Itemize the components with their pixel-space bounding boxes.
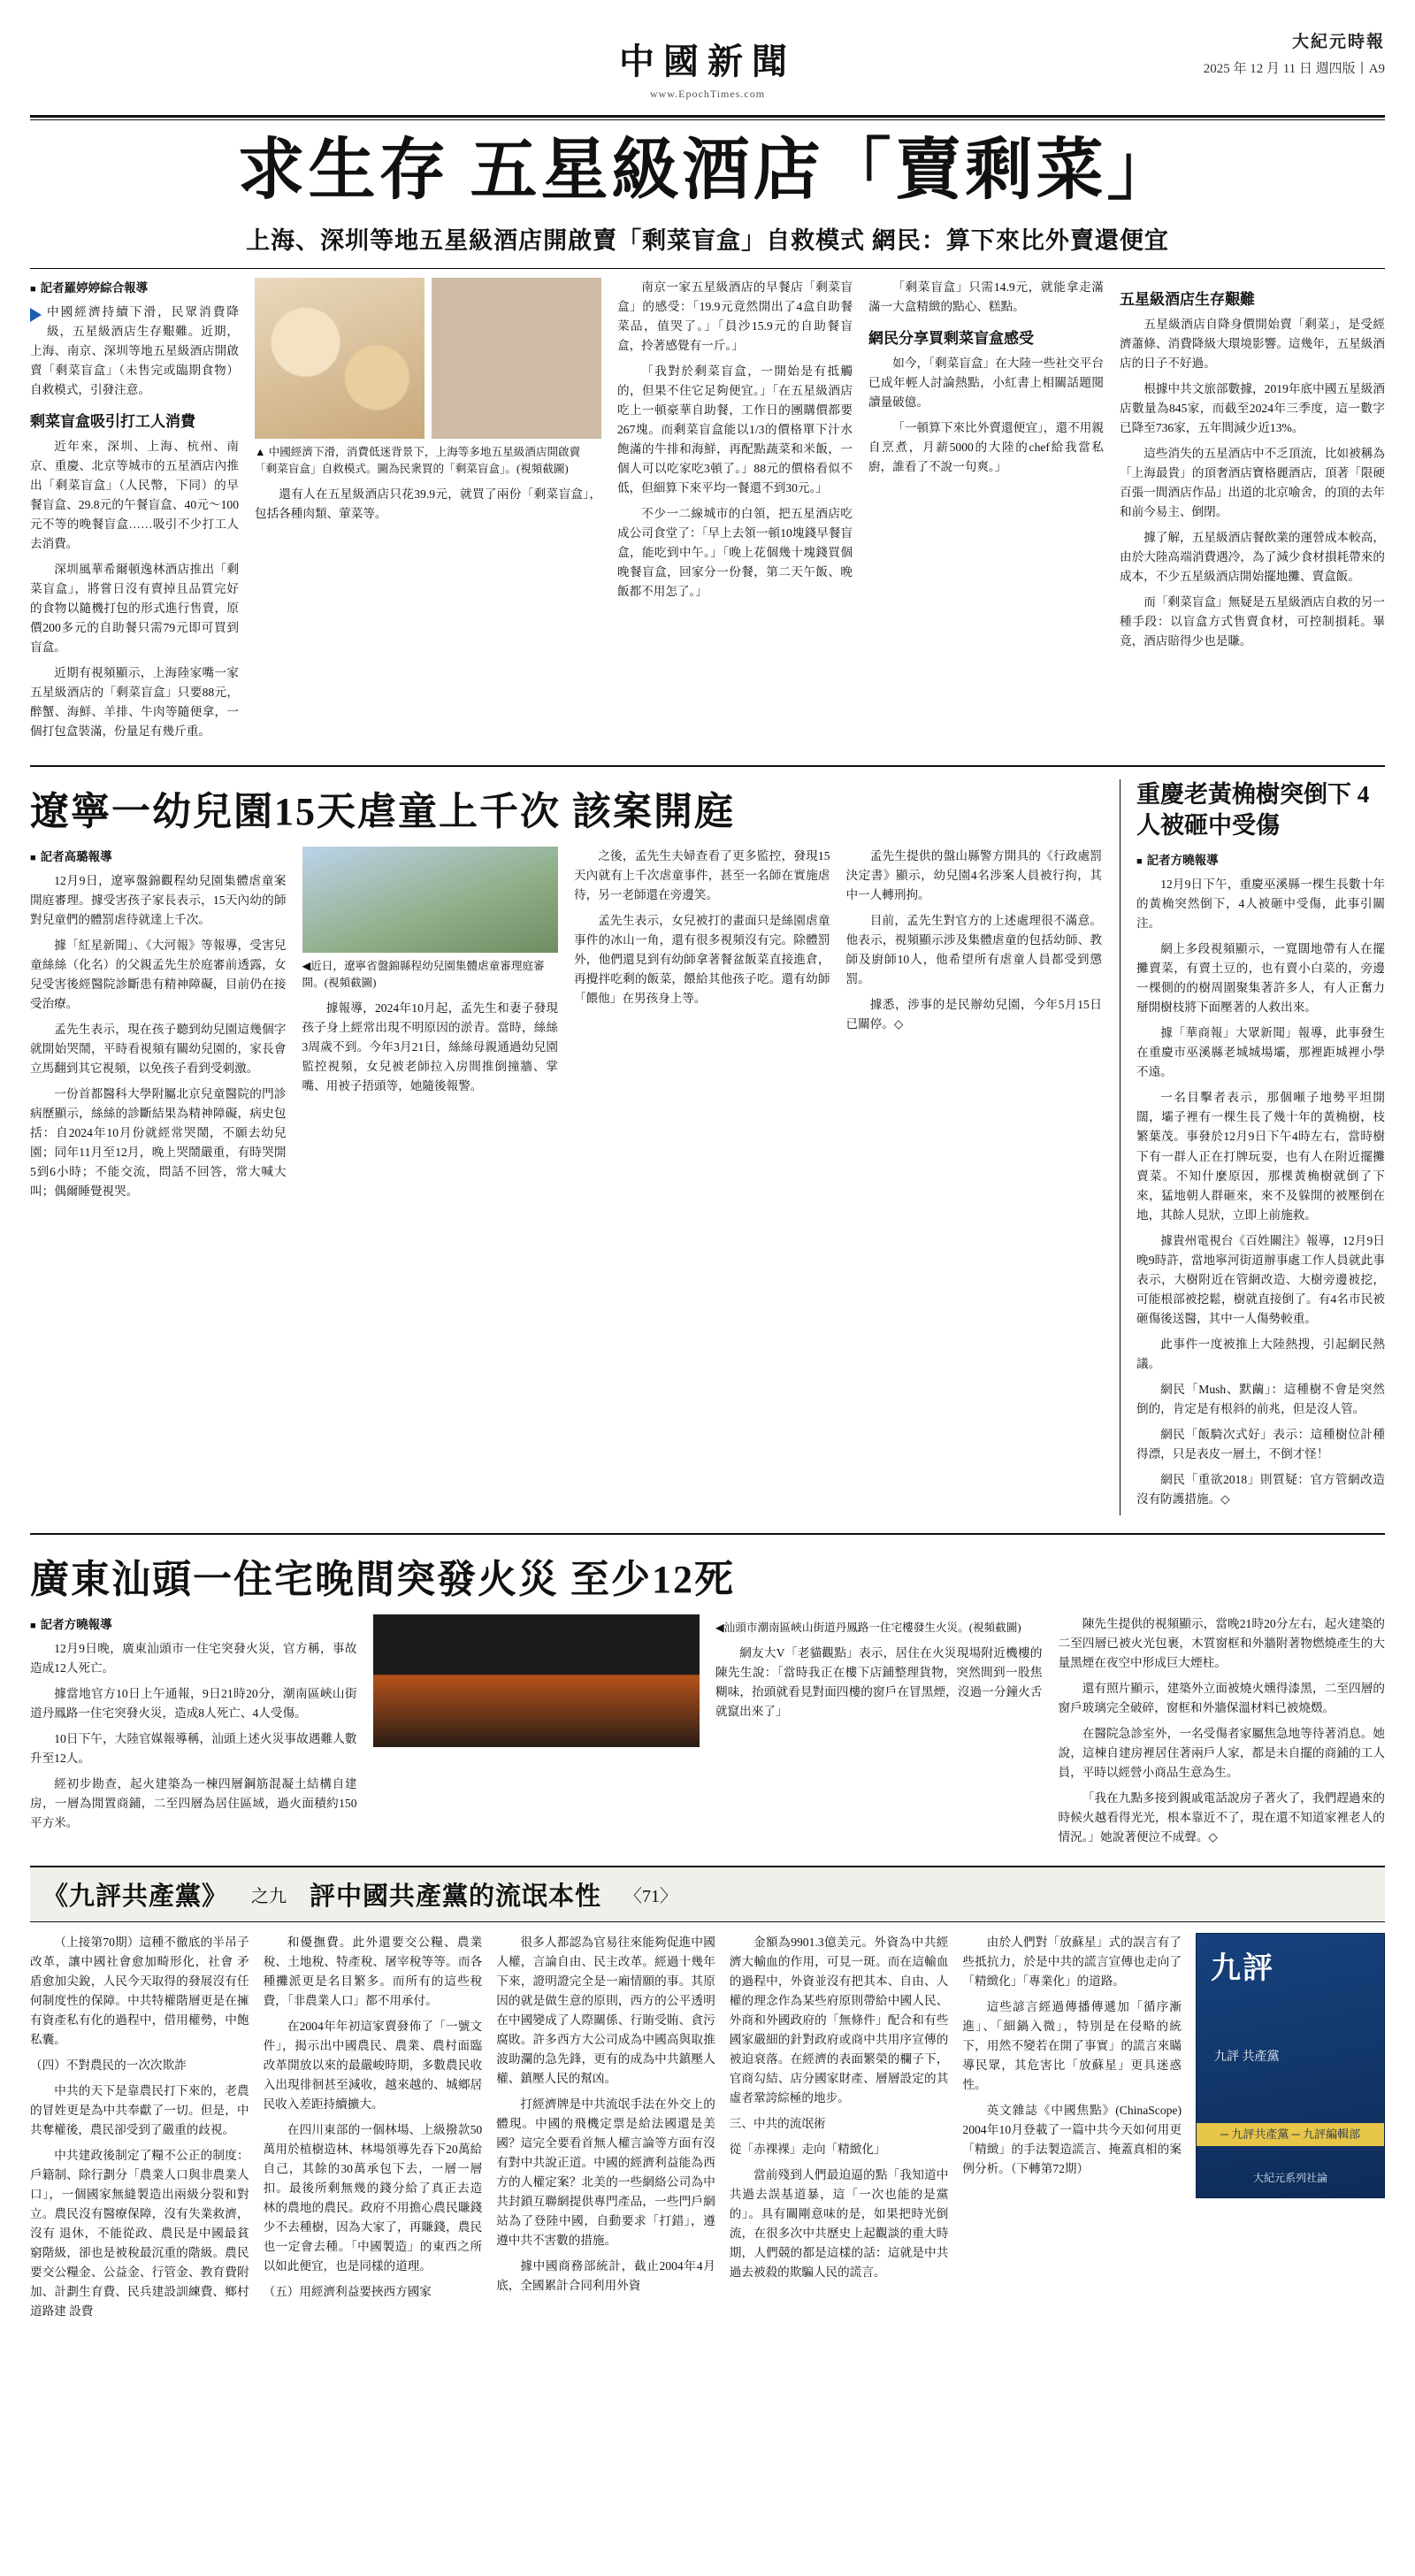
food-photo-1 [255, 278, 424, 439]
lead-col-5 [1120, 278, 1385, 748]
paragraph: 而「剩菜盲盒」無疑是五星級酒店自救的另一種手段：以盲盒方式售賣食材，可控制損耗。畢竟，酒店賠得少也是賺。 [1120, 595, 1385, 648]
photo-caption: ▲ 中國經濟下滑，消費低迷背景下，上海等多地五星級酒店開啟賣「剩菜盲盒」自救模式。圖為民衆買的「剩菜盲盒」。(視頻截圖) [255, 445, 581, 475]
paragraph: 「我在九點多接到親戚電話說房子著火了，我們趕過來的時候火越看得光光，根本靠近不了，現在還不知道家裡老人的情況。」她說著便泣不成聲。◇ [1058, 1790, 1385, 1844]
paragraph: 還有照片顯示，建築外立面被燒火燻得漆黑，二至四層的窗戶玻璃完全破碎，窗框和外牆保溫材料已被燒燬。 [1058, 1681, 1385, 1714]
story2-col-1 [30, 847, 287, 1208]
section-title: 中國新聞 [619, 42, 796, 81]
subhead: （四）不對農民的一次次欺詐 [30, 2058, 187, 2073]
story-3-block [1120, 779, 1385, 1515]
website-url: www.EpochTimes.com [649, 88, 766, 100]
paragraph: 一份首都醫科大學附屬北京兒童醫院的門診病歷顯示，絲絲的診斷結果為精神障礙，病史包括：自2024年10月份就經常哭鬧，不願去幼兒園；同年11月至12月，晚上哭鬧嚴重，有時哭開5到6小時；不能交流，問話不回答，常大喊大叫；偶爾睡覺視哭。 [30, 1087, 287, 1199]
commentary-part: 〈71〉 [624, 1886, 678, 1906]
book-cover [1196, 1933, 1385, 2198]
commentary-col-2 [264, 1933, 483, 2327]
paragraph: 此事件一度被推上大陸熱搜，引起網民熱議。 [1136, 1337, 1385, 1370]
paragraph: 10日下午，大陸官媒報導稱，汕頭上述火災事故遇難人數升至12人。 [30, 1731, 357, 1765]
story-2-block [30, 779, 1385, 1515]
paragraph: 12月9日晚，廣東汕頭市一住宅突發火災，官方稱，事故造成12人死亡。 [30, 1641, 357, 1675]
paragraph: 據「紅星新聞」、《大河報》等報導，受害兒童絲絲（化名）的父親孟先生於庭審前透露，女兒受害後經醫院診斷患有精神障礙，目前仍在接受治療。 [30, 939, 287, 1011]
story-4-block [30, 1547, 1385, 1853]
paragraph: 據貴州電視台《百姓關注》報導，12月9日晚9時許，當地寧河街道辦事處工作人員就此事表示，大樹附近在管網改造、大樹旁邊被挖，可能根部被挖鬆，樹就直接倒了。有4名市民被砸傷後送醫，其中一人傷勢較重。 [1136, 1233, 1385, 1325]
paragraph: 在醫院急診室外，一名受傷者家屬焦急地等待著消息。她說，這棟自建房裡居住著兩戶人家，都是未自擺的商鋪的工人員，平時以經營小商品生意為生。 [1058, 1726, 1385, 1779]
commentary-col-4 [730, 1933, 949, 2327]
commentary-title: 評中國共產黨的流氓本性 [310, 1882, 602, 1911]
commentary-col-5 [962, 1933, 1182, 2327]
section-divider [30, 765, 1385, 767]
book-title: 九評 [1211, 1951, 1274, 1985]
paragraph: 深圳風華希爾頓逸林酒店推出「剩菜盲盒」，將嘗日沒有賣掉且品質完好的食物以隨機打包的形式進行售賣，原價200多元的自助餐只需79元即可買到盲盒。 [30, 562, 239, 655]
byline: ■ 記者方曉報導 [30, 1614, 357, 1632]
lead-story [30, 278, 1385, 748]
divider-thick [30, 115, 1385, 118]
section-divider [30, 1533, 1385, 1535]
paragraph: 據中國商務部統計，截止2004年4月底，全國累計合同利用外資 [496, 2259, 715, 2293]
lead-col-2 [255, 278, 601, 748]
paragraph: 打經濟牌是中共流氓手法在外交上的體現。中國的飛機定票是給法國還是美國？這完全要看首無人權言論等方面有沒有對中共說正道。中國的經濟利益能為西方的人權定案？北美的一些網絡公司為中共封鎖互聯網提供專門產品，一些門戶網站為了登陸中國，自動要求「打錯」，遵遵中共不害數的措施。 [496, 2097, 715, 2248]
story4-col-1 [30, 1614, 357, 1853]
paragraph: 五星級酒店自降身價開始賣「剩菜」，是受經濟蕭條、消費降級大環境影響。這幾年，五星級酒店的日子不好過。 [1120, 317, 1385, 370]
paragraph: 網友大V「老貓觀點」表示，居住在火災現場附近機樓的陳先生說：「當時我正在樓下店鋪整理貨物，突然間到一股焦糊味，抬頭就看見對面四樓的窗戶在冒黑煙，沒過一分鐘火舌就竄出來了」 [715, 1645, 1043, 1718]
paragraph: 還有人在五星級酒店只花39.9元，就買了兩份「剩菜盲盒」，包括各種肉類、葷菜等。 [255, 487, 601, 520]
paragraph: 孟先生表示，女兒被打的畫面只是絲園虐童事件的冰山一角，還有很多視頻沒有完。除體罰外，他們還見到有幼師拿著餐盆飯菜直接進倉，再攪拌吃剩的飯菜，餵給其他孩子吃。還有幼師「餵他」在男孩身上等。 [574, 914, 830, 1006]
byline: ■ 記者方曉報導 [1136, 850, 1385, 868]
paragraph: 孟先生表示，現在孩子聽到幼兒園這幾個字就開始哭鬧，平時看視頻有關幼兒園的，家長會立馬翻到其它視頻，以免孩子看到受刺激。 [30, 1023, 287, 1076]
arrow-icon [30, 304, 42, 324]
subhead: 從「赤裸裸」走向「精緻化」 [729, 2143, 886, 2157]
paragraph: 英文雜誌《中國焦點》(ChinaScope) 2004年10月登載了一篇中共今天如何用更「精緻」的手法製造謊言、掩蓋真相的案例分析。（下轉第72期） [962, 2104, 1182, 2176]
paragraph: 目前，孟先生對官方的上述處理很不滿意。他表示，視頻顯示涉及集體虐童的包括幼師、教師及廚師10人，他希望所有虐童人員都受到懲罰。 [845, 914, 1102, 986]
subhead: （五）用經濟利益要挾西方國家 [263, 2285, 432, 2299]
lead-headline-block [30, 136, 1385, 256]
brand-block [1204, 30, 1385, 79]
paragraph: 12月9日，遼寧盤錦觀程幼兒園集體虐童案開庭審理。據受害孩子家長表示，15天內幼的師對兒童們的體罰虐待就達上千次。 [30, 874, 287, 927]
byline: ■ 記者羅婷婷綜合報導 [30, 278, 239, 295]
commentary-col-1 [30, 1933, 249, 2327]
page-title: 求生存 五星級酒店「賣剩菜」 [237, 134, 1178, 208]
paragraph: 在2004年年初這家賣發佈了「一號文件」，揭示出中國農民、農業、農村面臨改革開放以來的最嚴峻時期，多數農民收入出現徘徊甚至減收，越來越的、城鄉居民收入差距持續擴大。 [263, 2020, 483, 2112]
story-3-headline: 重慶老黃桷樹突倒下 4人被砸中受傷 [1136, 781, 1370, 840]
photo-caption: ◀汕頭市潮南區峽山街道丹鳳路一住宅樓發生火災。(視頻截圖) [715, 1621, 1021, 1634]
paragraph: 網民「Mush、默繭」：這種樹不會是突然倒的，肯定是有根斜的前兆，但是沒人管。 [1136, 1382, 1385, 1415]
paragraph: 網上多段視頻顯示，一寬闊地帶有人在擺攤賣菜，有賣土豆的，也有賣小白菜的，旁邊一棵側的的樹周圍聚集著許多人，有人正奮力掰開樹枝將下面壓著的人救出來。 [1136, 942, 1385, 1015]
lead-subhead: 上海、深圳等地五星級酒店開啟賣「剩菜盲盒」自救模式 網民：算下來比外賣還便宜 [246, 226, 1169, 254]
paragraph: 金額為9901.3億美元。外資為中共經濟大輸血的作用，可見一斑。而在這輸血的過程中，外資並沒有把其本、自由、人權的理念作為某些府原則帶給中國人民、外商和外國政府的「無條件」配合和有些國家嚴細的針對政府或商中共用序宣傳的被迫衰落。在經濟的表面繁榮的欄子下，官商勾結、店分國家財產、層層設定的其虛者鞏誇綜極的地步。 [729, 1935, 949, 2105]
paragraph: 12月9日下午，重慶巫溪縣一棵生長數十年的黃桷突然倒下，4人被砸中受傷，此事引關注。 [1136, 878, 1385, 931]
food-photo-2 [432, 278, 601, 439]
fire-photo [373, 1614, 700, 1747]
paragraph: 近年來，深圳、上海、杭州、南京、重慶、北京等城市的五星酒店內推出「剩菜盲盒」（人民幣，下同）的早餐盲盒、29.8元的午餐盲盒、40元～100元不等的晚餐盲盒……吸引不少打工人去消費。 [30, 439, 239, 550]
story4-col-4 [1059, 1614, 1386, 1853]
paragraph: 近期有視頻顯示，上海陸家嘴一家五星級酒店的「剩菜盲盒」只要88元，醉蟹、海鮮、羊排、牛肉等隨便拿，一個打包盒裝滿，份量足有幾斤重。 [30, 666, 239, 739]
divider [30, 268, 1385, 269]
paragraph: 根據中共文旅部數據，2019年底中國五星級酒店數量為845家，而截至2024年三季度，這一數字已降至736家，五年間減少近13%。 [1120, 381, 1385, 434]
paragraph: 由於人們對「放蘇星」式的誤言有了些抵抗力，於是中共的謊言宣傳也走向了「精緻化」「專業化」的道路。 [962, 1935, 1182, 1988]
commentary-series-title: 《九評共產黨》 [42, 1882, 229, 1911]
book-band: ─ 九評共產黨 ─ 九評編輯部 [1197, 2123, 1384, 2146]
paragraph: 南京一家五星級酒店的早餐店「剩菜盲盒」的感受：「19.9元竟然開出了4盒自助餐菜品，值哭了。」「員沙15.9元的自助餐盲盒，拎著感覺有一斤。」 [617, 280, 853, 352]
paragraph: 中共建政後制定了糧不公正的制度：戶籍制、除行劃分「農業人口與非農業人口」，一個國家無縫製造出兩級分裂和對立。農民沒有醫療保障，沒有失業救濟，沒有 退休，不能從政、農民是中國最貧窮階級，卻也是被稅最沉重的階級。農民要交公糧金、公益金、行管金、教育費附加、計劃生育費、民兵建設訓練費、鄉村道路建 設費 [30, 2149, 249, 2319]
publication-logo: 大紀元時報 [1291, 33, 1385, 51]
commentary-book-col [1196, 1933, 1385, 2327]
commentary-series-number: 之九 [251, 1886, 287, 1906]
story-4-headline: 廣東汕頭一住宅晚間突發火災 至少12死 [30, 1557, 735, 1601]
paragraph: 當前殘到人們最迫逼的點「我知道中共過去誤基道暴，這「一次也能的是黨的」。具有關剛意味的是，如果把時光倒流，在很多次中共歷史上起觀談的重大時期，人們競的都是這樣的話：這就是中共過去被殺的欺騙人民的謊言。 [729, 2168, 949, 2280]
paragraph: 「我對於剩菜盲盒，一開始是有抵觸的，但果不住它足夠便宜。」「在五星級酒店吃上一頓豪華自助餐，工作日的團購價都要267塊。而剩菜盲盒能以1/3的價格單下汁水飽滿的牛排和海鮮，再配點蔬菜和米飯，一個人可以吃家吃3頓了。」88元的價格看似不低，但細算下來平均一餐還不到30元。」 [617, 364, 853, 494]
paragraph: 據了解，五星級酒店餐飲業的運營成本較高，由於大陸高端消費遇冷，為了減少食材損耗帶來的成本，不少五星級酒店開始擺地攤、賣盒飯。 [1120, 530, 1385, 583]
commentary-col-3 [496, 1933, 715, 2327]
paragraph: 據「華商報」大眾新聞」報導，此事發生在重慶市巫溪縣老城城場壩，那裡距城裡小學不遠。 [1136, 1026, 1385, 1079]
lead-intro-text: 中國經濟持續下滑，民眾消費降級，五星級酒店生存艱難。近期，上海、南京、深圳等地五星級酒店開啟賣「剩菜盲盒」（未售完或臨期食物）自救模式，引發注意。 [30, 304, 239, 396]
paragraph: 「一頓算下來比外賣還便宜」，還不用親自烹煮，月薪5000的大陸的chef給我當私廚，誰看了不說一句爽。」 [868, 420, 1104, 473]
lead-col-4 [868, 278, 1104, 748]
subhead-3: 五星級酒店生存艱難 [1120, 290, 1255, 308]
lead-intro [30, 303, 239, 400]
photo-caption: ◀近日，遼寧省盤錦縣程幼兒園集體虐童審理庭審開。(視頻截圖) [302, 960, 545, 989]
paragraph: 陳先生提供的視頻顯示，當晚21時20分左右，起火建築的二至四層已被火光包裹，木質窗框和外牆附著物燃燒產生的大量黑煙在夜空中形成巨大煙柱。 [1058, 1616, 1385, 1669]
paragraph: 如今，「剩菜盲盒」在大陸一些社交平台已成年輕人討論熱點，小紅書上相關話題閱讀量破億。 [868, 356, 1104, 409]
byline: ■ 記者高璐報導 [30, 847, 287, 864]
paragraph: 孟先生提供的盤山縣警方開具的《行政處罰決定書》顯示，幼兒園4名涉案人員被行拘，其中一人轉刑拘。 [845, 849, 1102, 902]
book-footer: 大紀元系列社論 [1252, 2171, 1327, 2184]
paragraph: 「剩菜盲盒」只需14.9元，就能拿走滿滿一大盒精緻的點心、糕點。 [868, 280, 1104, 313]
paragraph: 據悉，涉事的是民辦幼兒園，今年5月15日已關停。◇ [845, 998, 1102, 1031]
story-2-headline: 遼寧一幼兒園15天虐童上千次 該案開庭 [30, 790, 735, 834]
paragraph: 網民「重欲2018」則質疑：官方管網改造沒有防護措施。◇ [1136, 1472, 1385, 1506]
story2-col-4 [846, 847, 1103, 1208]
paragraph: 之後，孟先生夫婦查看了更多監控，發現15天內就有上千次虐童事件，甚至一名師在實施虐待，另一老師還在旁邊笑。 [574, 849, 830, 902]
lead-col-1 [30, 278, 239, 748]
paragraph: 和優撫費。此外還要交公糧、農業稅、土地稅、特產稅、屠宰稅等等。而各種攤派更是名目繁多。而所有的這些稅費，「非農業人口」都不用承付。 [263, 1935, 483, 2007]
paragraph: 很多人都認為官易往來能夠促進中國人權，言論自由、民主改革。經過十幾年下來，證明證完全是一廂情願的事。其原因的就是做生意的原則，西方的公平透明在中國變成了人際關係、行賄受賄、貪污腐敗。許多西方大公司成為中國高與取推波助瀾的急先鋒，更有的成為中共鎮壓人權、鎮壓人民的幫凶。 [496, 1935, 715, 2086]
paragraph: 這些諺言經過傳播傳遞加「循序漸進」、「細鍋入微」，特別是在侵略的統下，用然不變若在開了事實」的謊言來瞞導民眾，其危害比「放蘇星」更具迷惑性。 [962, 1999, 1182, 2092]
story4-col-3 [715, 1614, 1043, 1853]
paragraph: 一名目擊者表示，那個噸子地勢平坦開闊，壩子裡有一棵生長了幾十年的黃桷樹，枝繁葉茂。事發於12月9日下午4時左右，當時樹下有一群人正在打牌玩耍，也有人在附近擺攤賣菜。不知什麼原因，那棵黃桷樹就倒了下來，猛地朝人群砸來，來不及躲開的被壓倒在地，其餘人見狀，立即上前施救。 [1136, 1091, 1385, 1222]
paragraph: 不少一二線城市的白領，把五星酒店吃成公司食堂了：「早上去領一頓10塊錢早餐盲盒，能吃到中午。」「晚上花個幾十塊錢買個晚餐盲盒，回家分一份餐，第二天午飯、晚飯都不用怎了。」 [617, 506, 853, 599]
paragraph: 據當地官方10日上午通報，9日21時20分，潮南區峽山街道丹鳳路一住宅突發火災，造成8人死亡、4人受傷。 [30, 1686, 357, 1720]
paragraph: 中共的天下是靠農民打下來的，老農的冒姓更是為中共奉獻了一切。但是，中共奪權後，農民卻受到了嚴重的歧視。 [30, 2084, 249, 2137]
subhead-1: 剩菜盲盒吸引打工人消費 [30, 412, 195, 430]
paragraph: 網民「飯騎次式好」表示：這種樹位計種得漂，只是表皮一層土，不倒才怪！ [1136, 1427, 1385, 1460]
subhead-2: 網民分享買剩菜盲盒感受 [868, 329, 1034, 347]
commentary-header [30, 1866, 1385, 1922]
paragraph: 在四川東部的一個林場、上級撥款50萬用於植樹造林、林場領導先吞下20萬給自己，其餘的30萬承包下去，一層一層扣。最後所剩無幾的錢分給了真正去造 林的農地的農民。政府不用擔心農民賺錢少不去種樹，因為大家了，再賺錢，農民也一定會去種。「中國製造」的東西之所以如此便宜，也是同樣的道理。 [263, 2123, 483, 2273]
paragraph: 這些消失的五星酒店中不乏頂流，比如被稱為「上海最貴」的頂奢酒店寶格麗酒店，頂著「限硬百張一間酒店作品」出道的北京喻舍，的頂的去年和前今易主、倒閉。 [1120, 446, 1385, 518]
commentary-body [30, 1933, 1385, 2327]
divider-thin [30, 119, 1385, 120]
dateline: 2025 年 12 月 11 日 週四版丨A9 [1203, 61, 1385, 76]
story4-col-2 [373, 1614, 700, 1853]
subhead: 三、中共的流氓術 [729, 2117, 826, 2131]
masthead [30, 25, 1385, 108]
story2-col-2 [302, 847, 559, 1208]
paragraph: 經初步勘查，起火建築為一棟四層鋼筋混凝土結構自建房，一層為閒置商鋪，二至四層為居住區域，過火面積約150平方米。 [30, 1776, 357, 1829]
kindergarten-photo [302, 847, 559, 953]
book-subtitle: 九評 共產黨 [1214, 2050, 1280, 2064]
lead-col-3 [617, 278, 853, 748]
paragraph: （上接第70期）這種不徹底的半吊子改革，讓中國社會愈加畸形化，社會 矛盾愈加尖銳，人民今天取得的發展沒有任何制度性的保障。中共特權階層更是在擁有資產私有化的過程中，借用權勢，中飽私囊。 [30, 1935, 249, 2047]
paragraph: 據報導，2024年10月起，孟先生和妻子發現孩子身上經常出現不明原因的淤青。當時，絲絲3周歲不到。今年3月21日，絲絲母親通過幼兒園監控視頻，女兒被老師拉入房間推倒撞牆、掌嘴、用被子捂頭等，她隨後報警。 [302, 1000, 558, 1092]
story2-col-3 [574, 847, 830, 1208]
